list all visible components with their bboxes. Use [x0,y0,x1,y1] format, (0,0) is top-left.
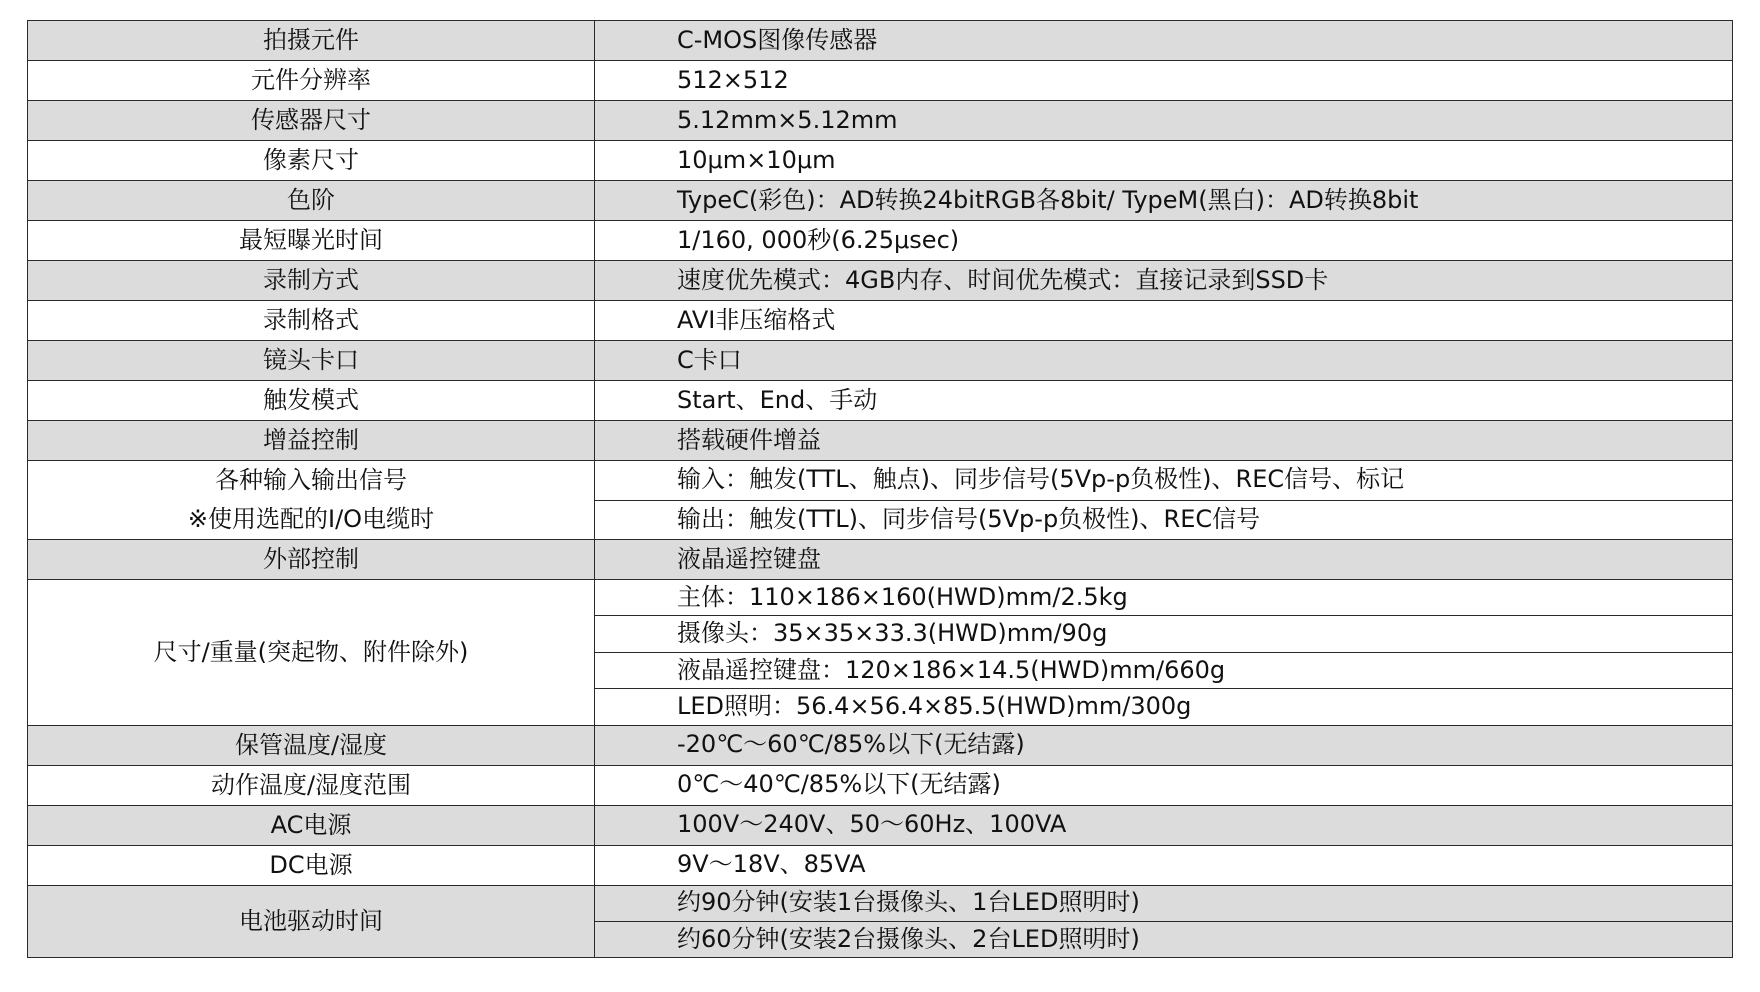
spec-label: 传感器尺寸 [251,106,371,134]
spec-label-cell [28,381,595,421]
spec-value: LED照明：56.4×56.4×85.5(HWD)mm/300g [595,689,1733,725]
spec-label: DC电源 [269,850,353,879]
spec-value: 约90分钟(安装1台摄像头、1台LED照明时) [595,885,1733,921]
spec-label: 元件分辨率 [251,66,371,94]
spec-label-cell [28,301,595,341]
spec-label-cell [28,341,595,381]
table-row [28,101,1733,141]
spec-label: 电池驱动时间 [239,906,383,935]
table-row [28,765,1733,805]
spec-value: 摄像头：35×35×33.3(HWD)mm/90g [595,616,1733,652]
spec-label-cell [28,805,595,845]
spec-label-cell [28,580,595,726]
spec-label-cell [28,845,595,885]
spec-label-cell [28,421,595,461]
spec-label: 各种输入输出信号 [215,466,407,494]
spec-label: 镜头卡口 [263,346,359,374]
spec-label: 色阶 [287,186,335,214]
spec-value: 搭载硬件增益 [595,421,1733,461]
spec-value: 主体：110×186×160(HWD)mm/2.5kg [595,580,1733,616]
spec-label: 尺寸/重量(突起物、附件除外) [153,637,469,666]
spec-table-body [28,21,1733,958]
spec-label: 外部控制 [263,545,359,573]
spec-value: C-MOS图像传感器 [595,21,1733,61]
spec-label-cell [28,765,595,805]
spec-value: 约60分钟(安装2台摄像头、2台LED照明时) [595,921,1733,957]
spec-value: 10μm×10μm [595,141,1733,181]
spec-value: 512×512 [595,61,1733,101]
spec-value: 1/160, 000秒(6.25μsec) [595,221,1733,261]
spec-label-cell [28,725,595,765]
spec-label-note: ※使用选配的I/O电缆时 [187,505,435,533]
spec-label-cell [28,461,595,540]
table-row [28,181,1733,221]
spec-label-cell [28,21,595,61]
spec-value: TypeC(彩色)：AD转换24bitRGB各8bit/ TypeM(黑白)：AD转换8bit [595,181,1733,221]
spec-label: 保管温度/湿度 [234,730,388,759]
spec-label-cell [28,221,595,261]
spec-label: 录制方式 [263,266,359,294]
spec-value: 0℃～40℃/85%以下(无结露) [595,765,1733,805]
table-row [28,221,1733,261]
spec-label: 像素尺寸 [263,146,359,174]
spec-value: AVI非压缩格式 [595,301,1733,341]
table-row [28,580,1733,616]
table-row [28,141,1733,181]
spec-label-cell [28,261,595,301]
spec-label-cell [28,885,595,958]
table-row [28,261,1733,301]
table-row [28,845,1733,885]
spec-value: 速度优先模式：4GB内存、时间优先模式：直接记录到SSD卡 [595,261,1733,301]
spec-label: 触发模式 [263,386,359,414]
spec-value: 液晶遥控键盘 [595,540,1733,580]
spec-label: AC电源 [270,810,352,839]
table-row [28,21,1733,61]
spec-label: 动作温度/湿度范围 [210,770,412,799]
spec-value: Start、End、手动 [595,381,1733,421]
spec-label-cell [28,61,595,101]
spec-value: 9V～18V、85VA [595,845,1733,885]
table-row [28,421,1733,461]
spec-label: 拍摄元件 [263,26,359,54]
table-row [28,725,1733,765]
table-row [28,381,1733,421]
spec-value: C卡口 [595,341,1733,381]
spec-value: 输出：触发(TTL)、同步信号(5Vp-p负极性)、REC信号 [595,500,1733,540]
spec-value: 输入：触发(TTL、触点)、同步信号(5Vp-p负极性)、REC信号、标记 [595,461,1733,501]
spec-value: 100V～240V、50～60Hz、100VA [595,805,1733,845]
spec-value: 液晶遥控键盘：120×186×14.5(HWD)mm/660g [595,652,1733,688]
table-row [28,540,1733,580]
spec-label: 录制格式 [263,306,359,334]
spec-value: 5.12mm×5.12mm [595,101,1733,141]
table-row [28,461,1733,501]
spec-table [27,20,1733,958]
table-row [28,805,1733,845]
table-row [28,301,1733,341]
spec-label: 增益控制 [263,426,359,454]
table-row [28,61,1733,101]
spec-label-cell [28,540,595,580]
table-row [28,341,1733,381]
spec-value: -20℃～60℃/85%以下(无结露) [595,725,1733,765]
spec-label-cell [28,101,595,141]
spec-label: 最短曝光时间 [239,226,383,254]
table-row [28,885,1733,921]
spec-label-cell [28,181,595,221]
spec-label-cell [28,141,595,181]
